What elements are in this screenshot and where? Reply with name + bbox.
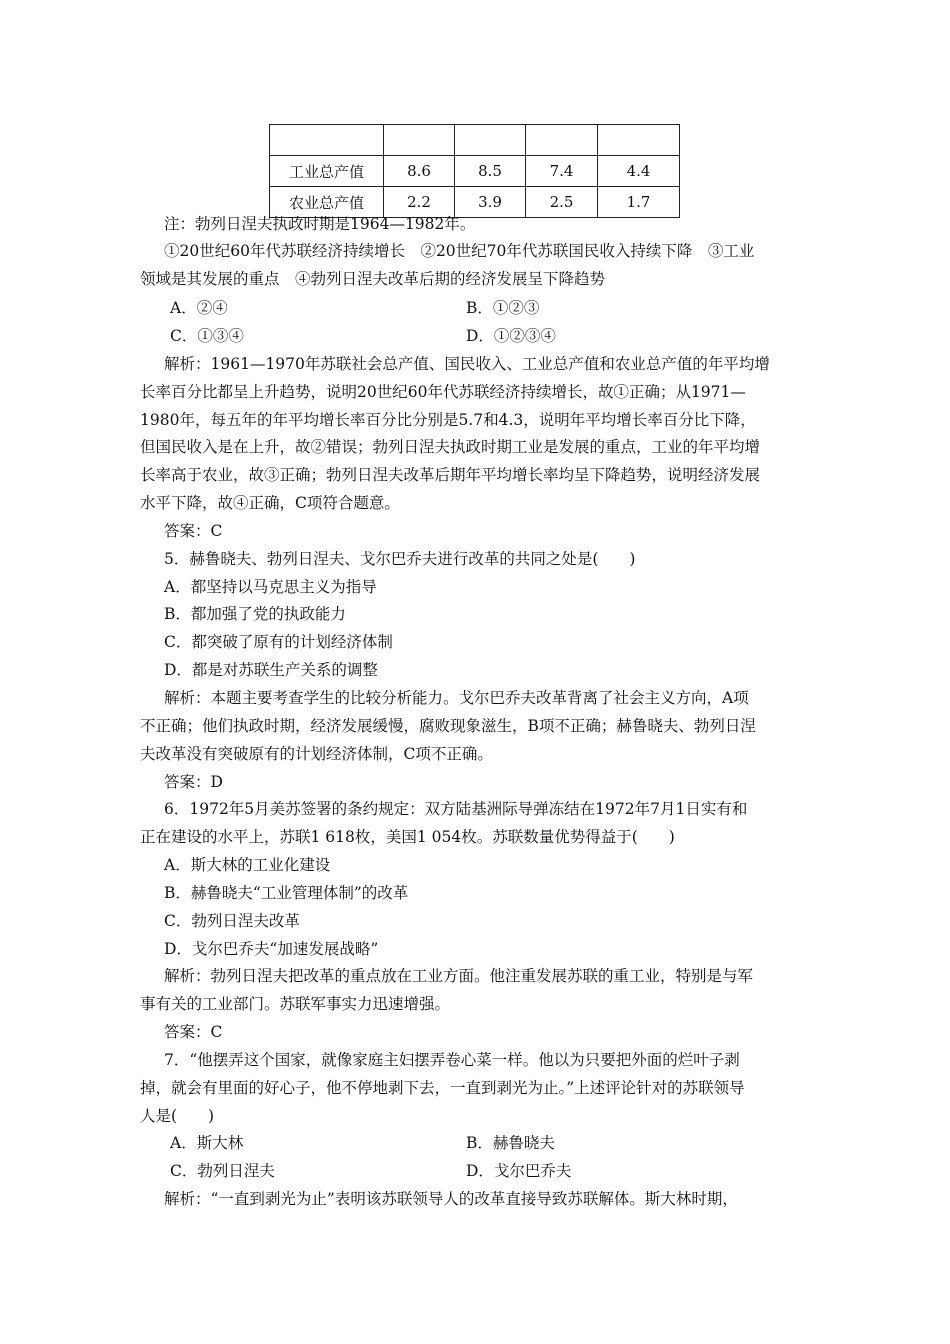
- analysis-line: 解析：1961—1970年苏联社会总产值、国民收入、工业总产值和农业总产值的年平均增: [164, 355, 770, 373]
- answer-line: 答案：C: [164, 522, 223, 540]
- table-cell: 2.5: [526, 187, 598, 218]
- statement-line: ①20世纪60年代苏联经济持续增长 ②20世纪70年代苏联国民收入持续下降 ③工业: [164, 242, 755, 260]
- answer-line: 答案：D: [164, 773, 223, 791]
- option-c: C．勃列日涅夫: [170, 1162, 275, 1180]
- question-7: 7．“他摆弄这个国家，就像家庭主妇摆弄卷心菜一样。他以为只要把外面的烂叶子剥: [164, 1051, 740, 1069]
- option-a: A．斯大林的工业化建设: [164, 856, 331, 874]
- question-7-line: 掉，就会有里面的好心子，他不停地剥下去，一直到剥光为止。”上述评论针对的苏联领导: [140, 1079, 745, 1097]
- table-cell: 7.4: [526, 156, 598, 187]
- analysis-line: 1980年，每五年的年平均增长率百分比分别是5.7和4.3，说明年平均增长率百分比下降，: [140, 411, 756, 429]
- option-b: B．①②③: [466, 299, 540, 317]
- option-c: C．勃列日涅夫改革: [164, 912, 300, 930]
- analysis-line: 解析：勃列日涅夫把改革的重点放在工业方面。他注重发展苏联的重工业，特别是与军: [164, 967, 754, 985]
- table-cell: 1.7: [598, 187, 680, 218]
- table-cell: 8.5: [455, 156, 526, 187]
- option-d: D．①②③④: [466, 327, 556, 345]
- option-c: C．①③④: [170, 327, 244, 345]
- table-cell: [270, 125, 384, 156]
- analysis-line: 解析：本题主要考查学生的比较分析能力。戈尔巴乔夫改革背离了社会主义方向，A项: [164, 689, 749, 707]
- table-cell: 8.6: [384, 156, 455, 187]
- analysis-line: 不正确；他们执政时期，经济发展缓慢，腐败现象滋生，B项不正确；赫鲁晓夫、勃列日涅: [140, 717, 756, 735]
- row-label: 工业总产值: [270, 156, 384, 187]
- analysis-line: 事有关的工业部门。苏联军事实力迅速增强。: [140, 995, 451, 1013]
- table-cell: 3.9: [455, 187, 526, 218]
- analysis-line: 但国民收入是在上升，故②错误；勃列日涅夫执政时期工业是发展的重点，工业的年平均增: [140, 438, 761, 456]
- table-cell: [526, 125, 598, 156]
- table-cell: [598, 125, 680, 156]
- analysis-line: 夫改革没有突破原有的计划经济体制，C项不正确。: [140, 745, 493, 763]
- table-header-row: [270, 125, 680, 156]
- growth-rate-table: [269, 124, 680, 218]
- option-b: B．赫鲁晓夫: [466, 1134, 555, 1152]
- table-cell: 4.4: [598, 156, 680, 187]
- option-d: D．都是对苏联生产关系的调整: [164, 661, 378, 679]
- option-a: A．②④: [170, 299, 228, 317]
- analysis-line: 水平下降，故④正确，C项符合题意。: [140, 494, 400, 512]
- option-d: D．戈尔巴乔夫: [466, 1162, 572, 1180]
- option-c: C．都突破了原有的计划经济体制: [164, 633, 393, 651]
- analysis-line: 解析：“一直到剥光为止”表明该苏联领导人的改革直接导致苏联解体。斯大林时期，: [164, 1190, 738, 1208]
- option-d: D．戈尔巴乔夫“加速发展战略”: [164, 940, 379, 958]
- table-row: [270, 156, 680, 187]
- table-cell: 2.2: [384, 187, 455, 218]
- question-5: 5．赫鲁晓夫、勃列日涅夫、戈尔巴乔夫进行改革的共同之处是( ): [164, 550, 636, 568]
- table-cell: [455, 125, 526, 156]
- option-b: B．赫鲁晓夫“工业管理体制”的改革: [164, 884, 409, 902]
- question-6-line: 正在建设的水平上，苏联1 618枚，美国1 054枚。苏联数量优势得益于( ): [140, 828, 675, 846]
- analysis-line: 长率百分比都呈上升趋势，说明20世纪60年代苏联经济持续增长，故①正确；从1971—: [140, 383, 746, 401]
- row-label: 农业总产值: [270, 187, 384, 218]
- question-7-line: 人是( ): [140, 1107, 215, 1125]
- table-note: 注：勃列日涅夫执政时期是1964—1982年。: [164, 215, 476, 233]
- question-6: 6．1972年5月美苏签署的条约规定：双方陆基洲际导弹冻结在1972年7月1日实有和: [164, 800, 748, 818]
- analysis-line: 长率高于农业，故③正确；勃列日涅夫改革后期年平均增长率均呈下降趋势，说明经济发展: [140, 466, 761, 484]
- option-b: B．都加强了党的执政能力: [164, 605, 346, 623]
- option-a: A．都坚持以马克思主义为指导: [164, 578, 377, 596]
- answer-line: 答案：C: [164, 1023, 223, 1041]
- table-cell: [384, 125, 455, 156]
- option-a: A．斯大林: [170, 1134, 244, 1152]
- statement-line: 领域是其发展的重点 ④勃列日涅夫改革后期的经济发展呈下降趋势: [140, 270, 606, 288]
